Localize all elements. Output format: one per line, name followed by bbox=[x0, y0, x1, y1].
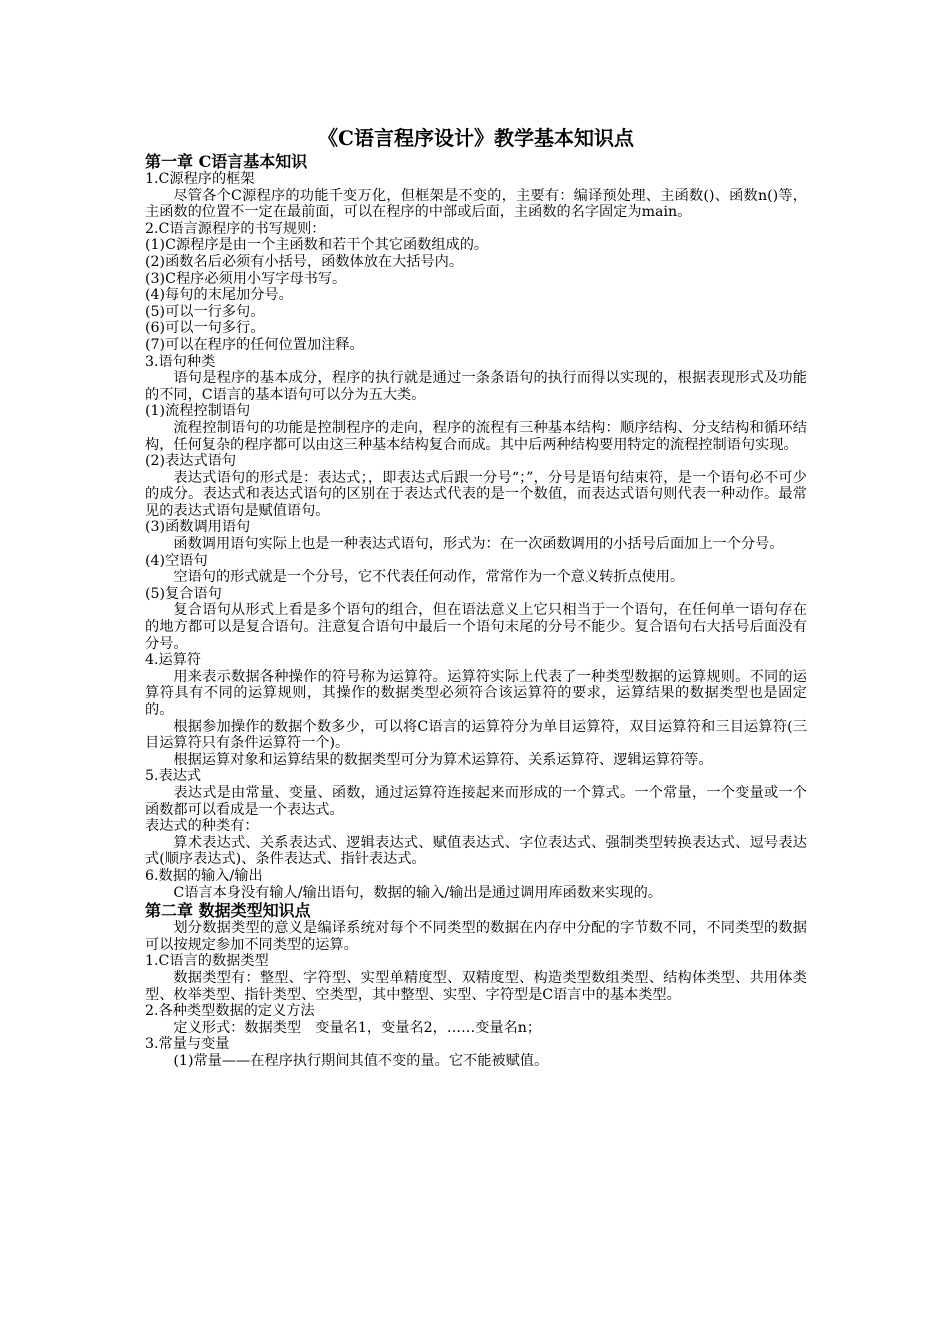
document-body bbox=[145, 152, 807, 1069]
paragraph: 划分数据类型的意义是编译系统对每个不同类型的数据在内存中分配的字节数不同，不同类型的数据可以按规定参加不同类型的运算。 bbox=[145, 920, 807, 953]
document-page bbox=[145, 126, 807, 1069]
text-line: (5)可以一行多句。 bbox=[145, 303, 265, 320]
paragraph: C语言本身没有输人/输出语句，数据的输入/输出是通过调用库函数来实现的。 bbox=[173, 884, 662, 901]
text-line: (6)可以一句多行。 bbox=[145, 320, 265, 337]
text-line: (2)函数名后必须有小括号，函数体放在大括号内。 bbox=[145, 253, 464, 270]
paragraph: 复合语句从形式上看是多个语句的组合，但在语法意义上它只相当于一个语句，在任何单一语句存在的地方都可以是复合语句。注意复合语句中最后一个语句末尾的分号不能少。复合语句右大括号后面没有分号。 bbox=[145, 602, 807, 652]
text-line: (3)函数调用语句 bbox=[145, 519, 251, 536]
text-line: (2)表达式语句 bbox=[145, 453, 237, 470]
text-line: (4)每句的末尾加分号。 bbox=[145, 287, 293, 304]
paragraph: 根据参加操作的数据个数多少，可以将C语言的运算符分为单目运算符，双目运算符和三目运算符(三目运算符只有条件运算符一个)。 bbox=[145, 718, 807, 752]
text-line: 4.运算符 bbox=[145, 652, 202, 669]
text-line: 3.语句种类 bbox=[145, 353, 216, 370]
indented-line: 定义形式：数据类型 变量名1，变量名2，……变量名n； bbox=[173, 1019, 542, 1036]
chapter-heading: 第一章 C语言基本知识 bbox=[145, 152, 308, 171]
text-line: 2.各种类型数据的定义方法 bbox=[145, 1003, 315, 1020]
text-line: (7)可以在程序的任何位置加注释。 bbox=[145, 336, 364, 353]
paragraph: 表达式语句的形式是：表达式；，即表达式后跟一分号“；”，分号是语句结束符，是一个语句必不可少的成分。表达式和表达式语句的区别在于表达式代表的是一个数值，而表达式语句则代表一种动作。最常见的表达式语句是赋值语句。 bbox=[145, 469, 807, 519]
text-line: 2.C语言源程序的书写规则： bbox=[145, 220, 326, 237]
paragraph: 流程控制语句的功能是控制程序的走向，程序的流程有三种基本结构：顺序结构、分支结构和循环结构，任何复杂的程序都可以由这三种基本结构复合而成。其中后两种结构要用特定的流程控制语句实现。 bbox=[145, 419, 807, 453]
text-line: 1.C源程序的框架 bbox=[145, 171, 255, 187]
paragraph: 根据运算对象和运算结果的数据类型可分为算术运算符、关系运算符、逻辑运算符等。 bbox=[173, 751, 713, 768]
paragraph: 函数调用语句实际上也是一种表达式语句，形式为：在一次函数调用的小括号后面加上一个分号。 bbox=[173, 536, 784, 553]
text-line: (3)C程序必须用小写字母书写。 bbox=[145, 270, 347, 287]
text-line: (1)C源程序是由一个主函数和若干个其它函数组成的。 bbox=[145, 237, 489, 254]
text-line: (5)复合语句 bbox=[145, 585, 222, 602]
text-line: (4)空语句 bbox=[145, 552, 208, 569]
paragraph: 尽管各个C源程序的功能千变万化，但框架是不变的，主要有：编译预处理、主函数()、函数n()等，主函数的位置不一定在最前面，可以在程序的中部或后面，主函数的名字固定为main。 bbox=[145, 187, 807, 221]
paragraph: 用来表示数据各种操作的符号称为运算符。运算符实际上代表了一种类型数据的运算规则。不同的运算符具有不同的运算规则，其操作的数据类型必须符合该运算符的要求，运算结果的数据类型也是固定的。 bbox=[145, 668, 807, 718]
paragraph: 数据类型有：整型、字符型、实型单精度型、双精度型、构造类型数组类型、结构体类型、共用体类型、枚举类型、指针类型、空类型，其中整型、实型、字符型是C语言中的基本类型。 bbox=[145, 969, 807, 1003]
text-line: 表达式的种类有： bbox=[145, 818, 259, 835]
document-title: 《C语言程序设计》教学基本知识点 bbox=[318, 126, 634, 150]
text-line: 1.C语言的数据类型 bbox=[145, 953, 269, 970]
indented-line: (1)常量——在程序执行期间其值不变的量。它不能被赋值。 bbox=[173, 1052, 549, 1069]
paragraph: 表达式是由常量、变量、函数，通过运算符连接起来而形成的一个算式。一个常量，一个变量或一个函数都可以看成是一个表达式。 bbox=[145, 784, 807, 818]
text-line: 5.表达式 bbox=[145, 768, 202, 785]
paragraph: 算术表达式、关系表达式、逻辑表达式、赋值表达式、字位表达式、强制类型转换表达式、逗号表达式(顺序表达式)、条件表达式、指针表达式。 bbox=[145, 834, 807, 868]
text-line: 6.数据的输入/输出 bbox=[145, 867, 263, 884]
paragraph: 空语句的形式就是一个分号，它不代表任何动作，常常作为一个意义转折点使用。 bbox=[173, 569, 685, 586]
chapter-heading: 第二章 数据类型知识点 bbox=[145, 901, 311, 921]
text-line: (1)流程控制语句 bbox=[145, 403, 251, 420]
paragraph: 语句是程序的基本成分，程序的执行就是通过一条条语句的执行而得以实现的，根据表现形式及功能的不同，C语言的基本语句可以分为五大类。 bbox=[145, 370, 807, 403]
text-line: 3.常量与变量 bbox=[145, 1036, 230, 1053]
